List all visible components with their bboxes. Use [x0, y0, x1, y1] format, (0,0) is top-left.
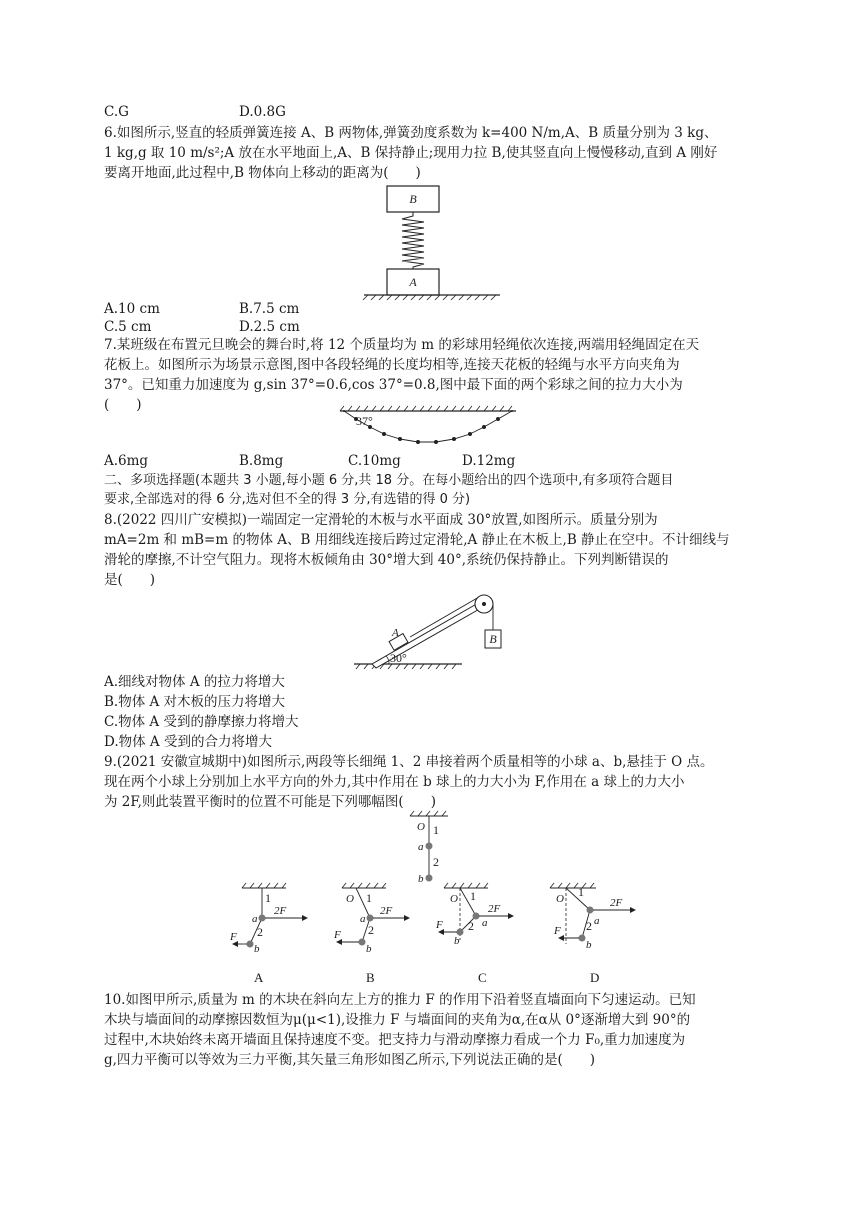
section-2-line-2: 要求,全部选对的得 6 分,选对但不全的得 3 分,有选错的得 0 分) — [104, 492, 471, 507]
svg-text:a: a — [418, 841, 424, 853]
svg-text:O: O — [346, 893, 354, 905]
q6-line-3: 要离开地面,此过程中,B 物体向上移动的距离为( ) — [104, 165, 421, 181]
svg-text:F: F — [554, 925, 561, 937]
q7-balls-figure — [336, 405, 520, 453]
q7-line-2: 花板上。如图所示为场景示意图,图中各段轻绳的长度均相等,连接天花板的轻绳与水平方向夹角为 — [104, 357, 680, 373]
q10-line-4: g,四力平衡可以等效为三力平衡,其矢量三角形如图乙所示,下列说法正确的是( ) — [104, 1052, 596, 1068]
svg-text:O: O — [450, 893, 458, 905]
q8-block-a-label: A — [392, 627, 399, 639]
svg-text:a: a — [252, 913, 258, 925]
q9-caption-d: D — [590, 970, 600, 985]
q7-option-d: D.12mg — [462, 453, 516, 469]
q5-option-d: D.0.8G — [239, 104, 286, 120]
q9-figure-d — [540, 880, 640, 960]
svg-text:a: a — [360, 913, 366, 925]
q9-line-1: 9.(2021 安徽宣城期中)如图所示,两段等长细绳 1、2 串接着两个质量相等的小球 a、b,悬挂于 O 点。 — [104, 754, 714, 770]
svg-text:O: O — [556, 893, 564, 905]
q9-reference-figure — [404, 810, 454, 886]
section-2-line-1: 二、多项选择题(本题共 3 小题,每小题 6 分,共 18 分。在每小题给出的四个选项中,有多项符合题目 — [104, 473, 674, 488]
q8-line-1: 8.(2022 四川广安模拟)一端固定一定滑轮的木板与水平面成 30°放置,如图所示。质量分别为 — [104, 512, 658, 528]
svg-text:1: 1 — [433, 823, 439, 837]
q7-angle-label: 37° — [356, 414, 373, 428]
q6-option-b: B.7.5 cm — [239, 301, 300, 317]
svg-text:2F: 2F — [274, 905, 287, 917]
q6-option-d: D.2.5 cm — [239, 319, 300, 335]
q9-figure-c — [430, 880, 520, 960]
q10-line-2: 木块与墙面间的动摩擦因数恒为μ(μ<1),设推力 F 与墙面间的夹角为α,在α从 0°逐渐增大到 90°的 — [104, 1012, 691, 1028]
q9-caption-a: A — [254, 970, 264, 985]
svg-text:2F: 2F — [380, 905, 393, 917]
q9-line-2: 现在两个小球上分别加上水平方向的外力,其中作用在 b 球上的力大小为 F,作用在 a 球上的力大小 — [104, 774, 685, 790]
q8-line-2: mA=2m 和 mB=m 的物体 A、B 用细线连接后跨过定滑轮,A 静止在木板上,B 静止在空中。不计细线与 — [104, 532, 730, 548]
svg-text:2: 2 — [368, 923, 374, 937]
svg-text:b: b — [254, 943, 260, 955]
q9-caption-b: B — [366, 970, 375, 985]
svg-text:b: b — [586, 939, 592, 951]
q6-option-a: A.10 cm — [104, 301, 160, 317]
q5-option-c: C.G — [104, 104, 129, 120]
svg-text:b: b — [454, 935, 460, 947]
svg-text:b: b — [366, 943, 372, 955]
svg-text:b: b — [418, 873, 424, 885]
q8-option-b: B.物体 A 对木板的压力将增大 — [104, 694, 286, 710]
svg-text:F: F — [436, 919, 443, 931]
q9-line-3: 为 2F,则此装置平衡时的位置不可能是下列哪幅图( ) — [104, 794, 436, 810]
q8-line-4: 是( ) — [104, 572, 156, 588]
svg-text:2: 2 — [433, 855, 439, 869]
q9-caption-c: C — [478, 970, 487, 985]
q7-option-c: C.10mg — [348, 453, 401, 469]
svg-text:2F: 2F — [610, 897, 623, 909]
q7-line-4: ( ) — [104, 397, 142, 413]
q6-block-b-label: B — [409, 192, 417, 206]
q9-figure-a — [224, 880, 314, 960]
svg-text:F: F — [334, 929, 341, 941]
svg-text:F: F — [230, 931, 237, 943]
svg-text:a: a — [594, 915, 600, 927]
q9-figure-b — [326, 880, 416, 960]
q8-option-a: A.细线对物体 A 的拉力将增大 — [104, 674, 285, 690]
svg-text:2: 2 — [586, 919, 592, 933]
svg-text:a: a — [482, 917, 488, 929]
q6-line-2: 1 kg,g 取 10 m/s²;A 放在水平地面上,A、B 保持静止;现用力拉 B,使其竖直向上慢慢移动,直到 A 刚好 — [104, 145, 718, 161]
svg-text:2F: 2F — [488, 903, 501, 915]
q8-line-3: 滑轮的摩擦,不计空气阻力。现将木板倾角由 30°增大到 40°,系统仍保持静止。下列判断错误的 — [104, 552, 669, 568]
svg-text:1: 1 — [470, 889, 476, 903]
q6-option-c: C.5 cm — [104, 319, 152, 335]
q7-line-3: 37°。已知重力加速度为 g,sin 37°=0.6,cos 37°=0.8,图中最下面的两个彩球之间的拉力大小为 — [104, 377, 683, 393]
svg-text:2: 2 — [468, 919, 474, 933]
q8-option-d: D.物体 A 受到的合力将增大 — [104, 734, 272, 750]
q6-line-1: 6.如图所示,竖直的轻质弹簧连接 A、B 两物体,弹簧劲度系数为 k=400 N/m,A、B 质量分别为 3 kg、 — [104, 125, 718, 141]
svg-text:1: 1 — [265, 891, 271, 905]
q6-spring-figure — [360, 182, 510, 302]
q8-option-c: C.物体 A 受到的静摩擦力将增大 — [104, 714, 299, 730]
svg-text:O: O — [417, 821, 425, 833]
q7-option-a: A.6mg — [104, 453, 149, 469]
q10-line-1: 10.如图甲所示,质量为 m 的木块在斜向左上方的推力 F 的作用下沿着竖直墙面向下匀速运动。已知 — [104, 992, 696, 1008]
q8-angle-label: 30° — [390, 651, 407, 665]
q7-option-b: B.8mg — [239, 453, 284, 469]
svg-text:1: 1 — [578, 885, 584, 899]
svg-text:1: 1 — [366, 891, 372, 905]
q8-incline-figure — [352, 588, 512, 670]
q7-line-1: 7.某班级在布置元旦晚会的舞台时,将 12 个质量均为 m 的彩球用轻绳依次连接,两端用轻绳固定在天 — [104, 337, 700, 353]
q8-block-b-label: B — [489, 632, 497, 646]
svg-text:2: 2 — [257, 925, 263, 939]
q10-line-3: 过程中,木块始终未离开墙面且保持速度不变。把支持力与滑动摩擦力看成一个力 F₀,重力加速度为 — [104, 1032, 686, 1048]
q6-block-a-label: A — [409, 275, 417, 289]
